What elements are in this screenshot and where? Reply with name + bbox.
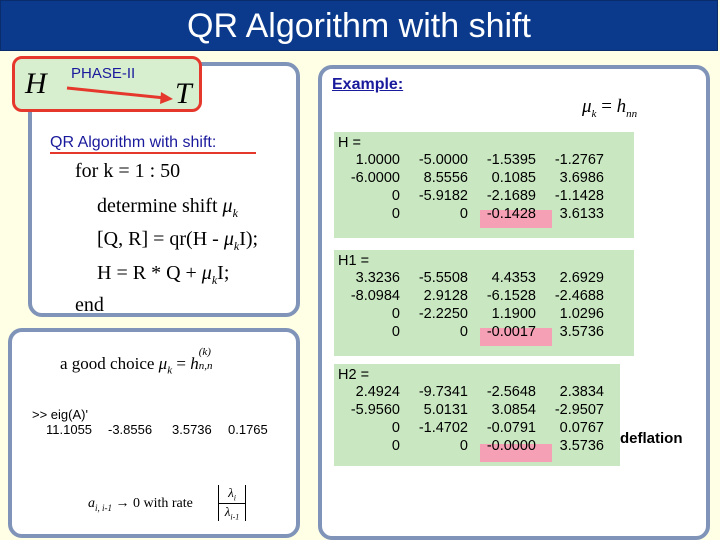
matrix-h2 [338, 367, 604, 455]
mu-symbol: μ [582, 96, 592, 117]
phase-arrow-icon [65, 85, 177, 105]
h-subscript: n,n [198, 360, 213, 372]
eigenvalue-4: 0.1765 [228, 422, 268, 437]
example-heading: Example: [332, 76, 404, 93]
qr-right: I); [239, 228, 259, 250]
algorithm-heading: QR Algorithm with shift: [50, 134, 217, 151]
matrix-h1-name: H1 = [338, 253, 370, 269]
eigenvalue-2: -3.8556 [108, 422, 153, 437]
table-row: 0 0 -0.1428 3.6133 [391, 206, 604, 222]
table-row: 2.4924 -9.7341 -2.5648 2.3834 [355, 384, 604, 400]
lambda-den-sub: i-1 [230, 512, 240, 522]
rate-fraction [218, 485, 246, 521]
console-command: >> eig(A)' [32, 407, 88, 422]
a-symbol: a [88, 496, 95, 511]
table-row: 0 0 -0.0000 3.5736 [391, 438, 604, 454]
table-row: 0 -5.9182 -2.1689 -1.1428 [391, 188, 604, 204]
eigenvalue-1: 11.1055 [46, 422, 93, 437]
lambda-num-sub: i [233, 493, 236, 503]
update-left: H = R * Q + [97, 262, 202, 284]
algo-line-qr [97, 228, 258, 254]
table-row: 3.3236 -5.5508 4.4353 2.6929 [355, 270, 604, 286]
algo-line-end: end [75, 294, 104, 316]
mu-subscript: k [232, 206, 238, 220]
deflation-label: deflation [620, 430, 683, 447]
matrix-h2-name: H2 = [338, 367, 370, 383]
phase-from-symbol: H [25, 67, 47, 100]
table-row: -8.0984 2.9128 -6.1528 -2.4688 [350, 288, 604, 304]
mu-subscript: k [211, 273, 218, 287]
h-subscript: nn [626, 107, 638, 120]
slide-title: QR Algorithm with shift [187, 7, 531, 45]
algo-line-for: for k = 1 : 50 [75, 160, 181, 182]
h-superscript: (k) [198, 346, 211, 358]
qr-left: [Q, R] = qr(H - [97, 228, 224, 250]
mu-symbol: μ [223, 228, 234, 250]
algo-line-shift [97, 195, 238, 221]
mu-subscript: k [167, 364, 173, 377]
mu-symbol: μ [201, 262, 212, 284]
good-choice-text: a good choice [60, 354, 155, 373]
eigenvalue-3: 3.5736 [172, 422, 212, 437]
mu-symbol: μ [158, 354, 168, 373]
table-row: 0 0 -0.0017 3.5736 [391, 324, 604, 340]
h-symbol: h [616, 96, 627, 117]
example-formula: $\mu_k = h_{nn}$ [582, 96, 638, 120]
good-choice-formula: a good choice $\mu_k = h$ (k) n,n [60, 346, 213, 377]
phase-box [12, 56, 202, 112]
limit-value: 0 [133, 496, 140, 511]
algo-line-update [97, 262, 229, 288]
matrix-h-name: H = [338, 135, 361, 151]
rate-formula: $a_{i, i-1} \to 0$ with rate [88, 496, 193, 513]
phase-to-symbol: T [175, 77, 192, 110]
table-row: 1.0000 -5.0000 -1.5395 -1.2767 [355, 152, 604, 168]
table-row: 0 -1.4702 -0.0791 0.0767 [391, 420, 604, 436]
table-row: 0 -2.2250 1.1900 1.0296 [391, 306, 604, 322]
lambda-den: λ [224, 503, 231, 519]
mu-subscript: k [591, 107, 597, 120]
a-subscript: i, i-1 [95, 502, 112, 513]
table-row: -5.9560 5.0131 3.0854 -2.9507 [350, 402, 604, 418]
console-output [32, 407, 272, 438]
matrix-h [338, 135, 604, 223]
h-symbol: h [190, 354, 199, 373]
mu-subscript: k [233, 239, 240, 253]
title-bar [0, 0, 718, 51]
matrix-h1 [338, 253, 604, 341]
lambda-num: λ [228, 485, 234, 500]
mu-symbol: μ [222, 195, 233, 217]
shift-text: determine shift [97, 195, 218, 217]
table-row: -6.0000 8.5556 0.1085 3.6986 [350, 170, 604, 186]
heading-underline [50, 152, 256, 154]
phase-label: PHASE-II [71, 65, 136, 82]
with-rate-text: with rate [143, 496, 193, 511]
update-right: I; [217, 262, 230, 284]
